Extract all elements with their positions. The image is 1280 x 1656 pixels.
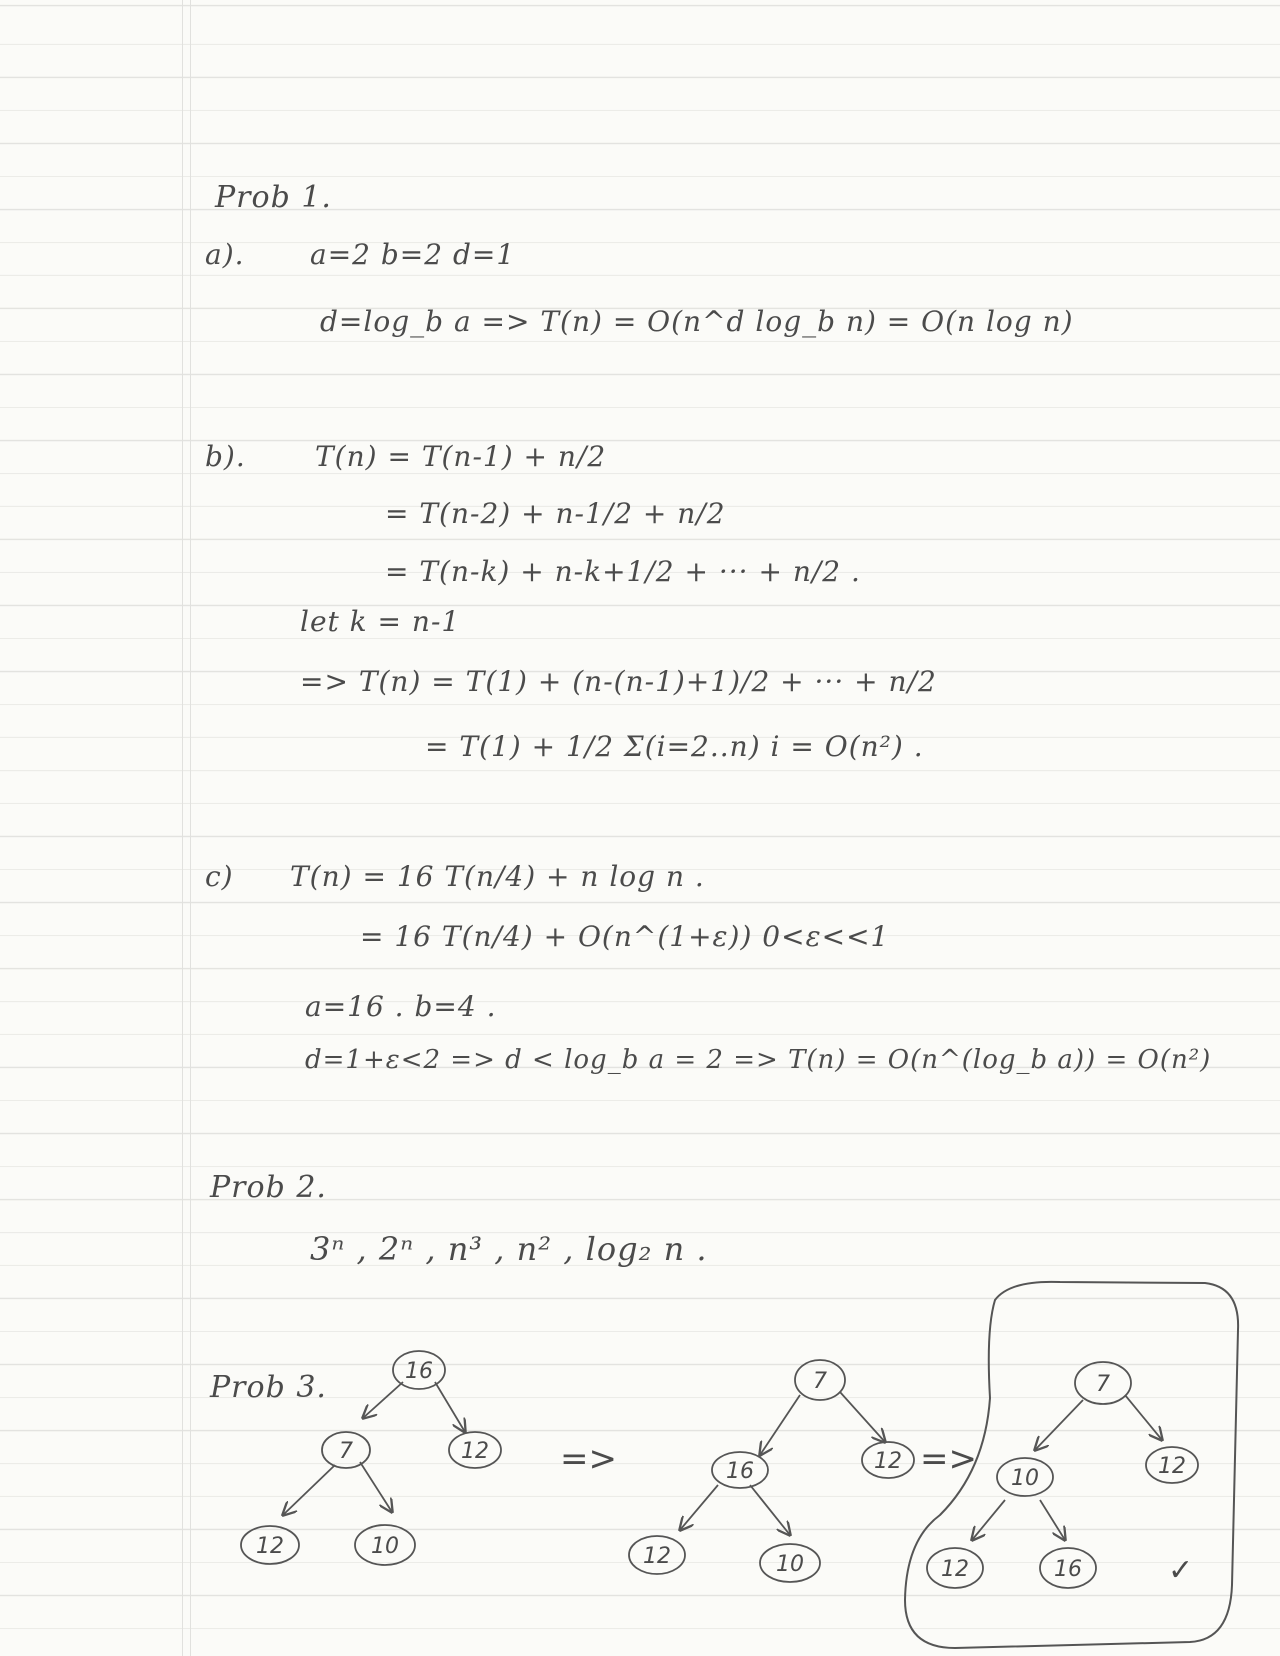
prob3-heading: Prob 3.: [210, 1370, 327, 1405]
part-c-line4: d=1+ε<2 => d < log_b a = 2 => T(n) = O(n^(log_b a)) = O(n²): [305, 1045, 1212, 1075]
part-a-line2: d=log_b a => T(n) = O(n^d log_b n) = O(n log n): [320, 305, 1074, 338]
tree1-left-left-label: 12: [256, 1534, 284, 1559]
part-b-line3: = T(n-k) + n-k+1/2 + ··· + n/2 .: [385, 555, 861, 588]
part-c-line2: = 16 T(n/4) + O(n^(1+ε)) 0<ε<<1: [360, 920, 890, 953]
tree2-left-left-label: 12: [643, 1544, 671, 1569]
part-b-label: b).: [205, 440, 246, 473]
heap-tree-2: [629, 1360, 914, 1582]
arrow-implies-2: =>: [920, 1439, 977, 1479]
part-c-label: c): [205, 860, 234, 893]
tree2-left-right-label: 10: [776, 1552, 804, 1577]
tree1-root-label: 16: [405, 1359, 433, 1384]
tree3-right-label: 12: [1158, 1454, 1186, 1479]
tree3-root-label: 7: [1096, 1372, 1110, 1397]
tree1-left-right-label: 10: [371, 1534, 399, 1559]
prob2-heading: Prob 2.: [210, 1170, 327, 1205]
part-a-line1: a=2 b=2 d=1: [310, 238, 516, 271]
part-b-line2: = T(n-2) + n-1/2 + n/2: [385, 497, 726, 530]
prob2-ordering: 3ⁿ , 2ⁿ , n³ , n² , log₂ n .: [310, 1230, 708, 1268]
arrow-implies-1: =>: [560, 1439, 617, 1479]
check-mark-icon: ✓: [1168, 1553, 1194, 1588]
tree2-root-label: 7: [813, 1369, 827, 1394]
tree1-right-label: 12: [461, 1439, 489, 1464]
part-b-line6: = T(1) + 1/2 Σ(i=2..n) i = O(n²) .: [425, 730, 924, 763]
tree3-left-left-label: 12: [941, 1557, 969, 1582]
part-b-line5: => T(n) = T(1) + (n-(n-1)+1)/2 + ··· + n/2: [300, 665, 937, 698]
prob1-heading: Prob 1.: [215, 180, 332, 215]
part-a-label: a).: [205, 238, 245, 271]
tree3-left-right-label: 16: [1054, 1557, 1082, 1582]
tree1-left-label: 7: [339, 1439, 353, 1464]
tree3-left-label: 10: [1011, 1466, 1039, 1491]
tree2-left-label: 16: [726, 1459, 754, 1484]
part-c-line1: T(n) = 16 T(n/4) + n log n .: [290, 860, 705, 893]
part-b-line1: T(n) = T(n-1) + n/2: [315, 440, 607, 473]
part-b-line4: let k = n-1: [300, 605, 461, 638]
tree2-right-label: 12: [874, 1449, 902, 1474]
part-c-line3: a=16 . b=4 .: [305, 990, 497, 1023]
